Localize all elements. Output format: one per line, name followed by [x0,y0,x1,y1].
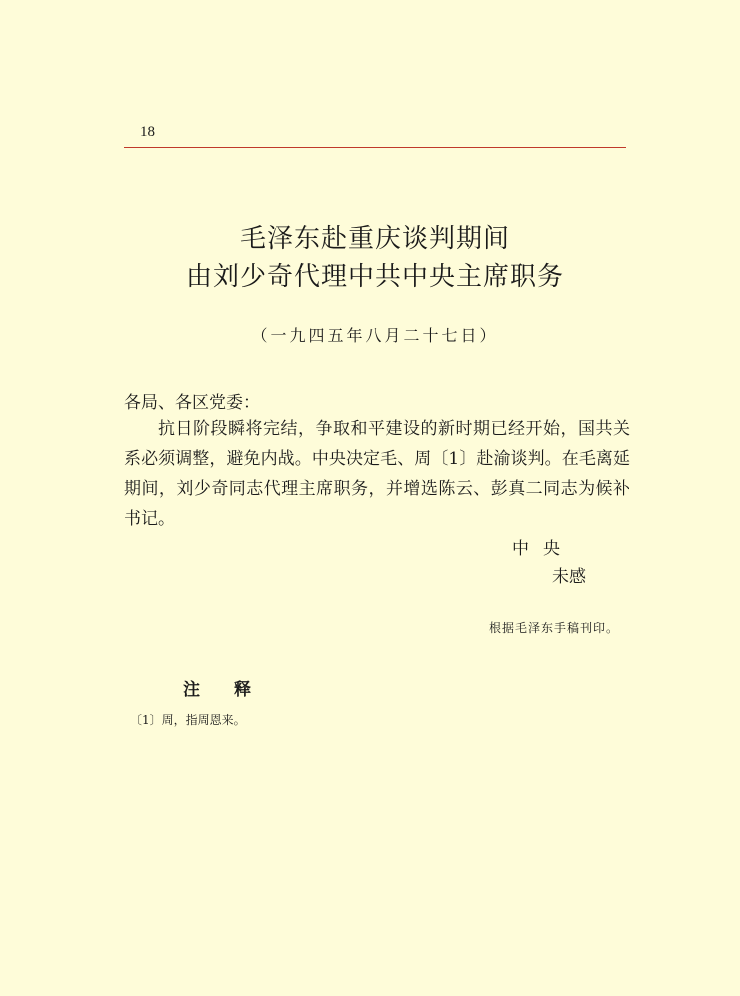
note-item: 〔1〕周，指周恩来。 [130,713,246,727]
header-rule [124,147,626,148]
notes-heading: 注释 [183,680,285,700]
document-date: （一九四五年八月二十七日） [251,326,499,345]
signature-date: 未感 [552,567,586,587]
title-line-2: 由刘少奇代理中共中央主席职务 [185,262,564,292]
signature-org: 中央 [512,539,574,559]
source-note: 根据毛泽东手稿刊印。 [489,621,620,635]
title-line-1: 毛泽东赴重庆谈判期间 [239,224,510,254]
page-number: 18 [140,124,155,140]
document-title [124,220,626,296]
salutation: 各局、各区党委： [124,393,260,413]
body-paragraph: 抗日阶段瞬将完结，争取和平建设的新时期已经开始，国共关系必须调整，避免内战。中央决定毛、周〔1〕赴渝谈判。在毛离延期间，刘少奇同志代理主席职务，并增选陈云、彭真二同志为候补书记。 [124,419,630,529]
